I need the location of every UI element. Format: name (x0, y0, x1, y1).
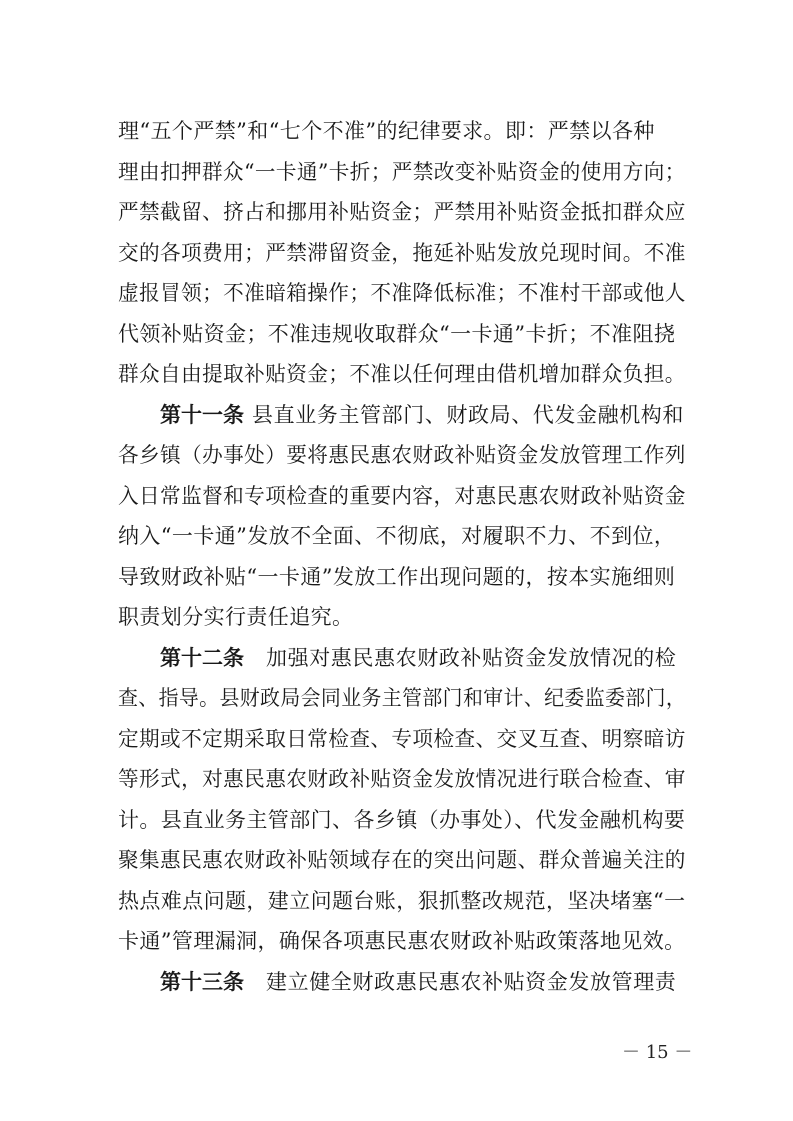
text-line: 计。县直业务主管部门、各乡镇（办事处）、代发金融机构要 (118, 807, 686, 832)
article-text: 建立健全财政惠民惠农补贴资金发放管理责 (266, 969, 677, 994)
document-body (118, 111, 686, 1002)
article-text: 加强对惠民惠农财政补贴资金发放情况的检 (266, 645, 677, 670)
text-line: 交的各项费用；严禁滞留资金，拖延补贴发放兑现时间。不准 (118, 240, 686, 265)
text-line: 定期或不定期采取日常检查、专项检查、交叉互查、明察暗访 (118, 726, 686, 751)
text-line: 查、指导。县财政局会同业务主管部门和审计、纪委监委部门， (118, 686, 687, 710)
article-number: 第十三条 (160, 969, 244, 994)
text-line: 导致财政补贴“一卡通”发放工作出现问题的，按本实施细则 (118, 564, 676, 589)
page-number: － 15 － (622, 1042, 693, 1063)
text-line: 代领补贴资金；不准违规收取群众“一卡通”卡折；不准阻挠 (118, 321, 676, 346)
article-12 (118, 638, 686, 962)
text-line: 理由扣押群众“一卡通”卡折；严禁改变补贴资金的使用方向； (118, 159, 686, 184)
article-first-line (118, 962, 686, 1003)
article-13 (118, 962, 686, 1003)
article-11 (118, 395, 686, 638)
text-line: 卡通”管理漏洞，确保各项惠民惠农财政补贴政策落地见效。 (118, 929, 686, 953)
text-line: 虚报冒领；不准暗箱操作；不准降低标准；不准村干部或他人 (118, 281, 686, 305)
text-line: 热点难点问题，建立问题台账，狠抓整改规范，坚决堵塞“一 (118, 888, 686, 913)
text-line: 入日常监督和专项检查的重要内容，对惠民惠农财政补贴资金 (118, 483, 686, 508)
text-line: 群众自由提取补贴资金；不准以任何理由借机增加群众负担。 (118, 362, 686, 386)
paragraph-discipline-requirements (118, 111, 686, 395)
text-line: 纳入“一卡通”发放不全面、不彻底，对履职不力、不到位， (118, 524, 676, 548)
article-number: 第十一条 (160, 402, 244, 427)
article-text: 县直业务主管部门、财政局、代发金融机构和 (252, 402, 684, 427)
text-line: 严禁截留、挤占和挪用补贴资金；严禁用补贴资金抵扣群众应 (118, 200, 686, 224)
article-first-line (118, 395, 686, 436)
article-first-line (118, 638, 686, 679)
text-line: 聚集惠民惠农财政补贴领域存在的突出问题、群众普遍关注的 (118, 848, 686, 872)
article-number: 第十二条 (160, 645, 244, 670)
text-line: 理“五个严禁”和“七个不准”的纪律要求。即：严禁以各种 (118, 119, 655, 143)
text-line: 各乡镇（办事处）要将惠民惠农财政补贴资金发放管理工作列 (118, 443, 686, 467)
text-line: 等形式，对惠民惠农财政补贴资金发放情况进行联合检查、审 (118, 767, 686, 791)
text-line: 职责划分实行责任追究。 (118, 605, 354, 629)
